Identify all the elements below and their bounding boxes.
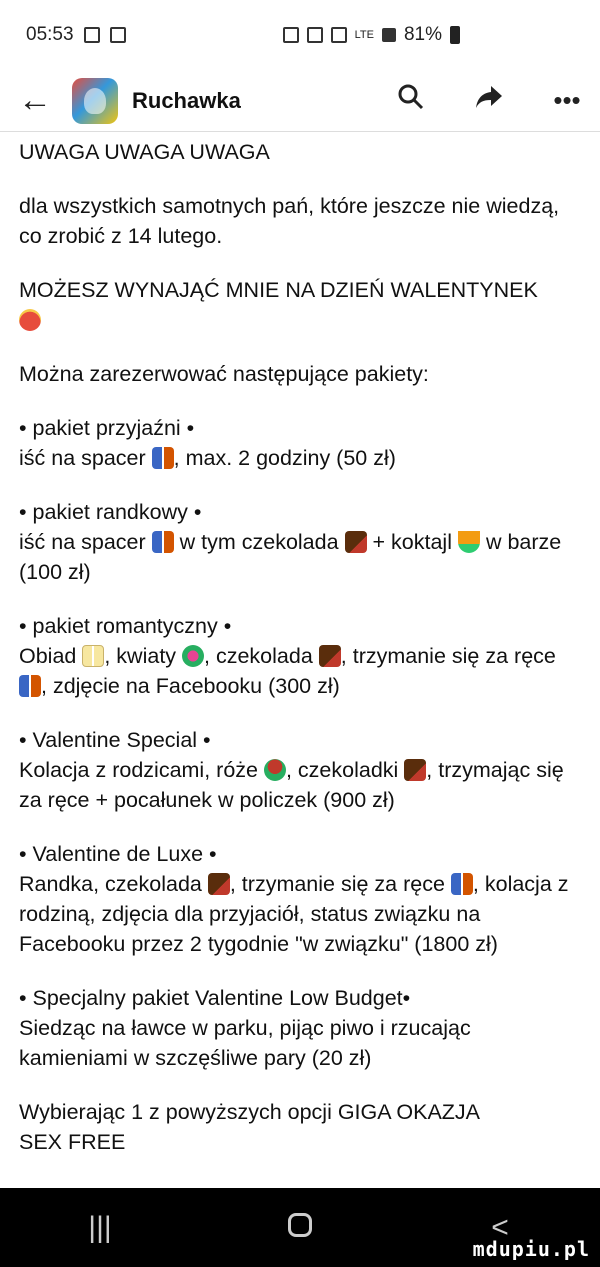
package-title: • pakiet randkowy • bbox=[19, 500, 202, 524]
flowers-emoji-icon bbox=[182, 645, 204, 667]
chocolate-emoji-icon bbox=[404, 759, 426, 781]
champagne-emoji-icon bbox=[82, 645, 104, 667]
group-avatar[interactable] bbox=[72, 78, 118, 124]
package-title: • pakiet romantyczny • bbox=[19, 614, 232, 638]
package-desc: iść na spacer w tym czekolada + koktajl w barze (100 zł) bbox=[19, 530, 562, 584]
package-desc: Siedząc na ławce w parku, pijąc piwo i rzucając kamieniami w szczęśliwe pary (20 zł) bbox=[19, 1016, 471, 1070]
more-icon[interactable]: ••• bbox=[553, 85, 581, 115]
cocktail-emoji-icon bbox=[458, 531, 480, 553]
system-nav-bar bbox=[0, 1188, 600, 1267]
page-title[interactable]: Ruchawka bbox=[132, 87, 241, 113]
search-icon[interactable] bbox=[394, 83, 428, 118]
voicemail-notification-icon bbox=[110, 27, 126, 43]
share-arrow-icon[interactable] bbox=[472, 83, 506, 118]
post-line: Można zarezerwować następujące pakiety: bbox=[19, 362, 429, 386]
package-desc: Randka, czekolada , trzymanie się za ręce , kolacja z rodziną, zdjęcia dla przyjaciół, status związku na Facebooku przez 2 tygodnie "w związku" (1800 zł) bbox=[19, 872, 569, 956]
package-desc: Kolacja z rodzicami, róże , czekoladki , trzymając się za ręce + pocałunek w policzek (900 zł) bbox=[19, 758, 564, 812]
post-line: MOŻESZ WYNAJĄĆ MNIE NA DZIEŃ WALENTYNEK bbox=[19, 278, 538, 302]
post-line: UWAGA UWAGA UWAGA bbox=[19, 140, 270, 164]
status-time: 05:53 bbox=[26, 24, 74, 45]
signal-icon bbox=[382, 28, 396, 42]
package-desc: Obiad , kwiaty , czekolada , trzymanie się za ręce , zdjęcie na Facebooku (300 zł) bbox=[19, 644, 556, 698]
status-bar bbox=[0, 0, 600, 70]
couple-emoji-icon bbox=[152, 447, 174, 469]
post-line: SEX FREE bbox=[19, 1130, 126, 1154]
post-line: Wybierając 1 z powyższych opcji GIGA OKAZJA bbox=[19, 1100, 481, 1124]
post-content bbox=[0, 133, 600, 1188]
post-line: dla wszystkich samotnych pań, które jeszcze nie wiedzą, co zrobić z 14 lutego. bbox=[19, 194, 560, 248]
couple-emoji-icon bbox=[451, 873, 473, 895]
gallery-notification-icon bbox=[84, 27, 100, 43]
battery-icon bbox=[450, 26, 460, 44]
chocolate-emoji-icon bbox=[208, 873, 230, 895]
arrow-left-icon[interactable]: ← bbox=[18, 81, 52, 119]
nav-back-icon[interactable]: < bbox=[491, 1210, 509, 1244]
package-title: • Specjalny pakiet Valentine Low Budget• bbox=[19, 986, 411, 1010]
battery-level: 81% bbox=[403, 24, 442, 45]
heart-emoji-icon bbox=[19, 309, 41, 331]
package-title: • pakiet przyjaźni • bbox=[19, 416, 195, 440]
mute-icon bbox=[331, 27, 347, 43]
app-bar bbox=[0, 70, 600, 132]
lock-icon bbox=[283, 27, 299, 43]
chocolate-emoji-icon bbox=[345, 531, 367, 553]
chocolate-emoji-icon bbox=[319, 645, 341, 667]
network-type: LTE bbox=[354, 29, 374, 41]
couple-emoji-icon bbox=[19, 675, 41, 697]
package-title: • Valentine Special • bbox=[19, 728, 211, 752]
home-icon[interactable] bbox=[260, 1211, 340, 1245]
rose-emoji-icon bbox=[264, 759, 286, 781]
package-title: • Valentine de Luxe • bbox=[19, 842, 217, 866]
package-desc: iść na spacer , max. 2 godziny (50 zł) bbox=[19, 446, 396, 470]
recents-icon[interactable]: ||| bbox=[88, 1210, 112, 1244]
watermark: mdupiu.pl bbox=[472, 1237, 590, 1261]
couple-emoji-icon bbox=[152, 531, 174, 553]
alarm-icon bbox=[307, 27, 323, 43]
